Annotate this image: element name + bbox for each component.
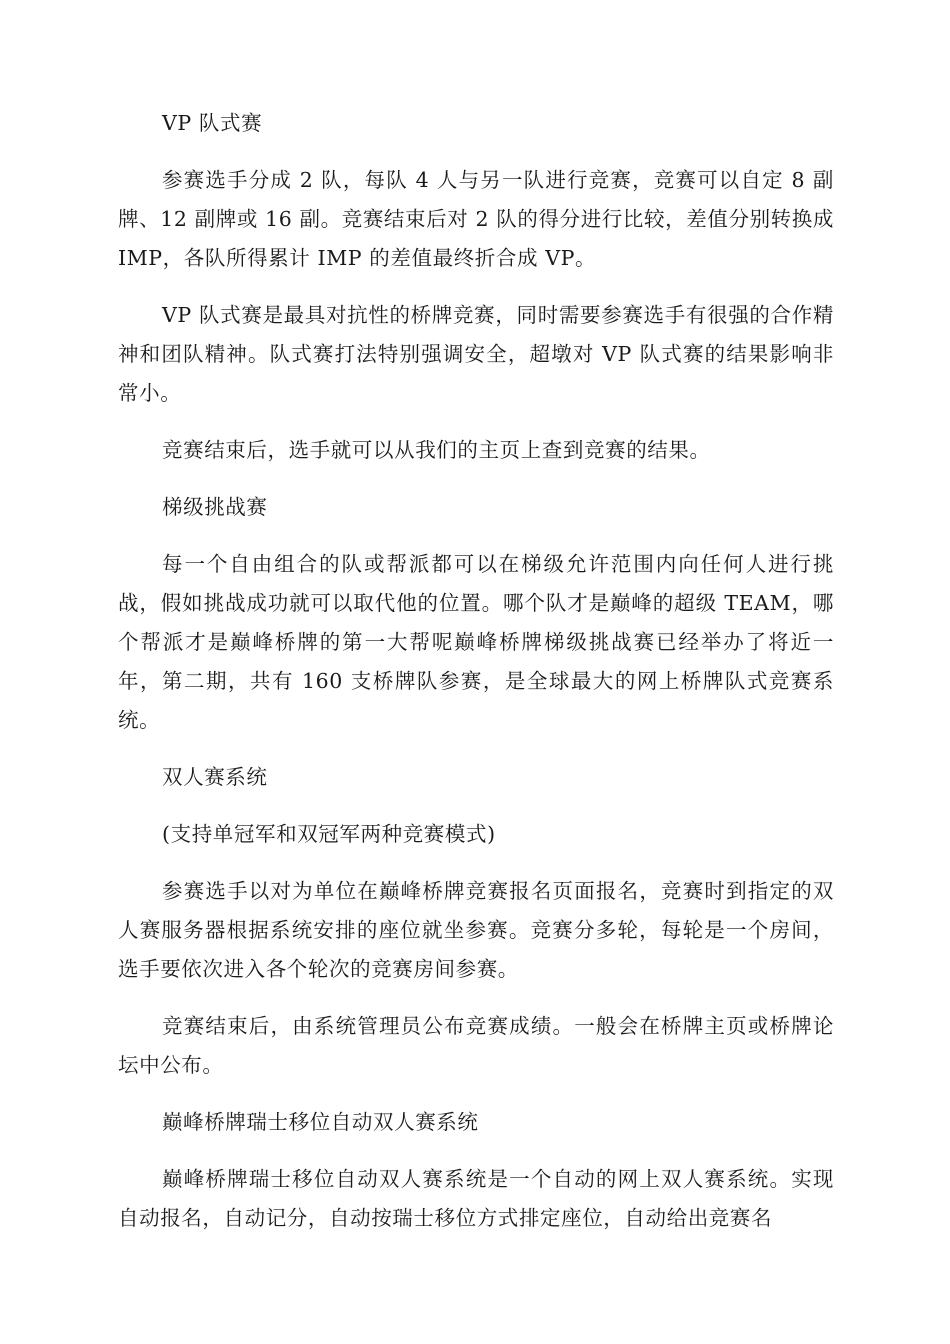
paragraph-vp-results: 竞赛结束后，选手就可以从我们的主页上查到竞赛的结果。 bbox=[162, 438, 711, 462]
document-page bbox=[118, 104, 834, 1256]
heading-swiss-pairs-system: 巅峰桥牌瑞士移位自动双人赛系统 bbox=[162, 1110, 479, 1134]
paragraph-vp-rules: 参赛选手分成 2 队，每队 4 人与另一队进行竞赛，竞赛可以自定 8 副牌、12 副牌或 16 副。竞赛结束后对 2 队的得分进行比较，差值分别转换成 IMP，各队所得累计 IMP 的差值最终折合成 VP。 bbox=[118, 168, 834, 270]
paragraph-ladder-description: 每一个自由组合的队或帮派都可以在梯级允许范围内向任何人进行挑战，假如挑战成功就可以取代他的位置。哪个队才是巅峰的超级 TEAM，哪个帮派才是巅峰桥牌的第一大帮呢巅峰桥牌梯级挑战赛已经举办了将近一年，第二期，共有 160 支桥牌队参赛，是全球最大的网上桥牌队式竞赛系统。 bbox=[118, 552, 834, 732]
paragraph-swiss-pairs-description: 巅峰桥牌瑞士移位自动双人赛系统是一个自动的网上双人赛系统。实现自动报名，自动记分，自动按瑞士移位方式排定座位，自动给出竞赛名 bbox=[118, 1167, 834, 1230]
heading-vp-team-match: VP 队式赛 bbox=[162, 111, 263, 135]
heading-ladder-challenge: 梯级挑战赛 bbox=[162, 495, 268, 519]
paragraph-vp-description: VP 队式赛是最具对抗性的桥牌竞赛，同时需要参赛选手有很强的合作精神和团队精神。队式赛打法特别强调安全，超墩对 VP 队式赛的结果影响非常小。 bbox=[118, 303, 834, 405]
paragraph-pairs-modes: (支持单冠军和双冠军两种竞赛模式) bbox=[162, 822, 496, 846]
heading-pairs-system: 双人赛系统 bbox=[162, 765, 268, 789]
paragraph-pairs-registration: 参赛选手以对为单位在巅峰桥牌竞赛报名页面报名，竞赛时到指定的双人赛服务器根据系统安排的座位就坐参赛。竞赛分多轮，每轮是一个房间，选手要依次进入各个轮次的竞赛房间参赛。 bbox=[118, 879, 834, 981]
paragraph-pairs-results: 竞赛结束后，由系统管理员公布竞赛成绩。一般会在桥牌主页或桥牌论坛中公布。 bbox=[118, 1014, 834, 1077]
